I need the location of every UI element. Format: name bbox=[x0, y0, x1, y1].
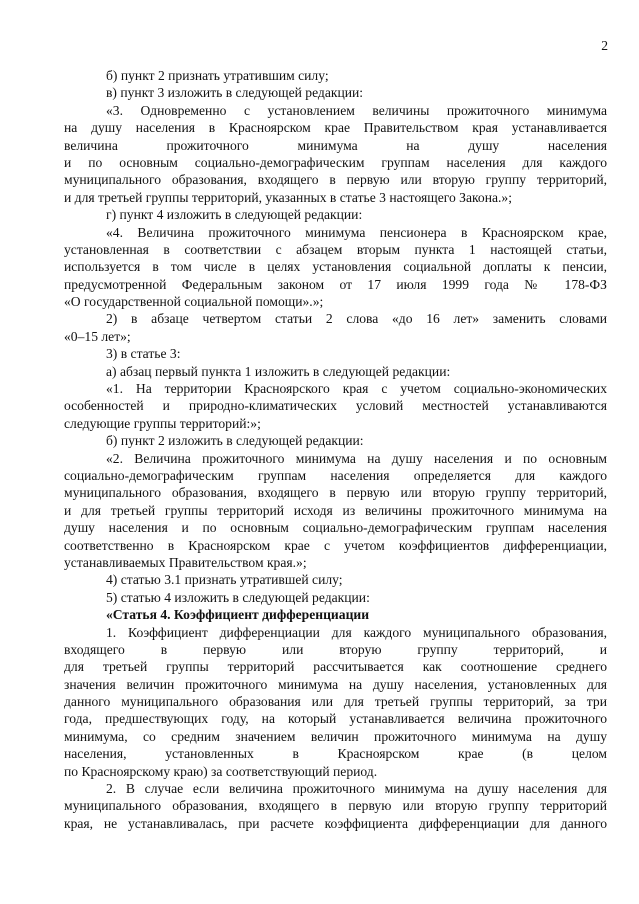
text-line: 2. В случае если величина прожиточного минимума на душу населения для bbox=[106, 781, 607, 797]
text-line: 2) в абзаце четвертом статьи 2 слова «до 16 лет» заменить словами bbox=[106, 311, 607, 327]
article-heading bbox=[64, 606, 607, 623]
text-line: величина прожиточного минимума на душу населения bbox=[64, 137, 607, 153]
paragraph-item-2 bbox=[64, 310, 607, 345]
text-line: устанавливаемых Правительством края.»; bbox=[64, 554, 307, 570]
text-line: минимума, со средним значением величин прожиточного минимума на душу bbox=[64, 728, 607, 744]
text-line: «4. Величина прожиточного минимума пенсионера в Красноярском крае, bbox=[106, 224, 607, 240]
text-line: в) пункт 3 изложить в следующей редакции: bbox=[106, 85, 364, 101]
text-line: «О государственной социальной помощи».»; bbox=[64, 294, 324, 310]
text-line: края, не устанавливалась, при расчете коэффициента дифференциации для данного bbox=[64, 815, 607, 831]
text-line: «2. Величина прожиточного минимума на душу населения и по основным bbox=[106, 450, 607, 466]
article-point-2 bbox=[64, 780, 607, 832]
text-line: и по основным социально-демографическим группам населения для каждого bbox=[64, 154, 607, 170]
text-line: муниципального образования, входящего в первую или вторую группу территорий bbox=[64, 798, 607, 814]
text-line: данного муниципального образования или для третьей группы территорий, за три bbox=[64, 694, 607, 710]
text-line: 4) статью 3.1 признать утратившей силу; bbox=[106, 572, 343, 588]
text-line: г) пункт 4 изложить в следующей редакции: bbox=[106, 207, 363, 223]
paragraph-item-g bbox=[64, 206, 607, 223]
text-line: «3. Одновременно с установлением величины прожиточного минимума bbox=[106, 102, 607, 118]
text-line: следующие группы территорий:»; bbox=[64, 415, 261, 431]
text-line: б) пункт 2 признать утратившим силу; bbox=[106, 68, 329, 83]
text-line: особенностей и природно-климатических условий местностей устанавливаются bbox=[64, 398, 607, 414]
quoted-paragraph-4 bbox=[64, 224, 607, 311]
text-line: 1. Коэффициент дифференциации для каждого муниципального образования, bbox=[106, 624, 607, 640]
text-line: б) пункт 2 изложить в следующей редакции: bbox=[106, 433, 364, 449]
text-line: и для третьей группы территорий исходя из величины прожиточного минимума на bbox=[64, 502, 607, 518]
paragraph-item-4 bbox=[64, 571, 607, 588]
text-line: предусмотренной Федеральным законом от 17 июля 1999 года № 178-ФЗ bbox=[64, 276, 607, 292]
paragraph-item-3 bbox=[64, 345, 607, 362]
text-line: «1. На территории Красноярского края с учетом социально-экономических bbox=[106, 381, 607, 397]
text-line: 5) статью 4 изложить в следующей редакции: bbox=[106, 589, 370, 605]
paragraph-item-b bbox=[64, 67, 607, 84]
text-line: муниципального образования, входящего в первую или вторую группу территорий, bbox=[64, 172, 607, 188]
text-line: установленная в соответствии с абзацем вторым пункта 1 настоящей статьи, bbox=[64, 241, 607, 257]
paragraph-item-v bbox=[64, 84, 607, 101]
text-line: социально-демографическим группам населения определяется для каждого bbox=[64, 467, 607, 483]
text-line: а) абзац первый пункта 1 изложить в следующей редакции: bbox=[106, 363, 451, 379]
paragraph-item-a bbox=[64, 363, 607, 380]
text-line: соответственно в Красноярском крае с учетом коэффициентов дифференциации, bbox=[64, 537, 607, 553]
text-line: и для третьей группы территорий, указанных в статье 3 настоящего Закона.»; bbox=[64, 189, 513, 205]
text-line: населения, установленных в Красноярском крае (в целом bbox=[64, 746, 607, 762]
text-line: 3) в статье 3: bbox=[106, 346, 181, 362]
text-line: «0–15 лет»; bbox=[64, 328, 131, 344]
text-line: на душу населения в Красноярском крае Правительством края устанавливается bbox=[64, 120, 607, 136]
text-line: душу населения и по основным социально-демографическим группам населения bbox=[64, 520, 607, 536]
quoted-paragraph-2 bbox=[64, 450, 607, 572]
text-line: входящего в первую или вторую группу территорий, и bbox=[64, 641, 607, 657]
text-line: для третьей группы территорий рассчитывается как соотношение среднего bbox=[64, 659, 607, 675]
text-line: муниципального образования, входящего в первую или вторую группу территорий, bbox=[64, 485, 607, 501]
article-title: «Статья 4. Коэффициент дифференциации bbox=[106, 607, 370, 623]
document-body bbox=[64, 67, 607, 832]
text-line: используется в том числе в целях установления социальной доплаты к пенсии, bbox=[64, 259, 607, 275]
paragraph-item-b2 bbox=[64, 432, 607, 449]
quoted-paragraph-3 bbox=[64, 102, 607, 206]
article-point-1 bbox=[64, 624, 607, 781]
text-line: по Красноярскому краю) за соответствующий период. bbox=[64, 763, 378, 779]
paragraph-item-5 bbox=[64, 589, 607, 606]
page-number: 2 bbox=[601, 38, 608, 53]
text-line: значения величин прожиточного минимума на душу населения, установленных для bbox=[64, 676, 607, 692]
quoted-paragraph-1 bbox=[64, 380, 607, 432]
text-line: года, предшествующих году, на который устанавливается величина прожиточного bbox=[64, 711, 607, 727]
